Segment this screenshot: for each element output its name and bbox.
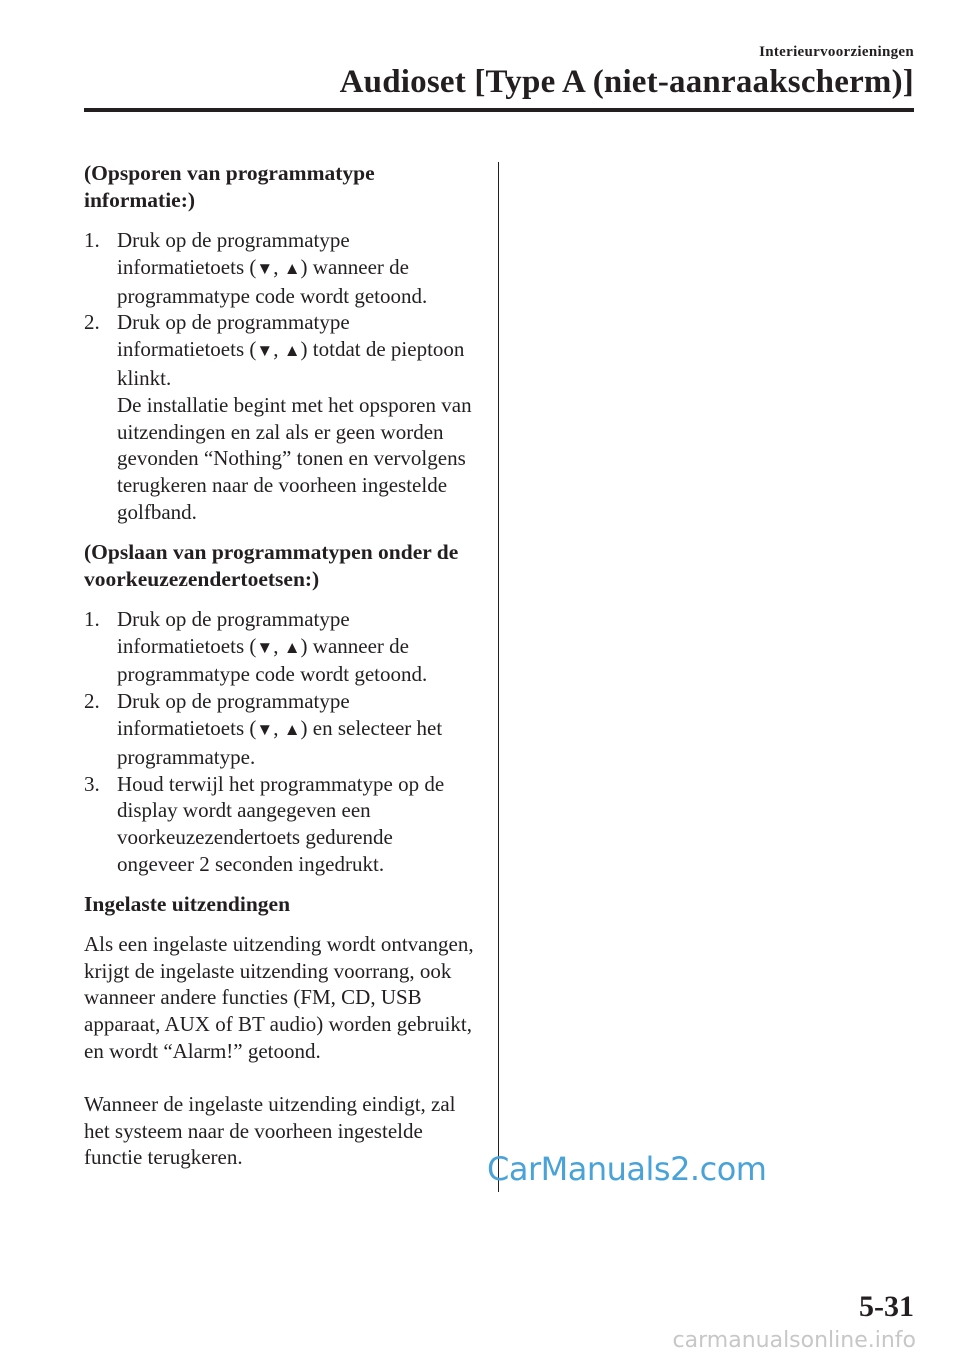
separator: ,	[273, 715, 284, 740]
arrow-down-icon: ▼	[256, 341, 274, 361]
list-item	[84, 309, 474, 525]
watermark: CarManuals2.com	[487, 1150, 767, 1188]
list-item	[84, 606, 474, 688]
list-item-text: ) en selecteer het programmatype.	[117, 715, 443, 769]
list-item-text: Druk op de programmatype informatietoets (	[117, 310, 350, 362]
list-item	[84, 771, 474, 878]
arrow-down-icon: ▼	[256, 258, 274, 278]
heading-opsporen: (Opsporen van programmatype informatie:)	[84, 161, 375, 212]
header-rule	[84, 108, 914, 112]
arrow-up-icon: ▲	[283, 637, 301, 657]
column-divider	[498, 162, 499, 1192]
list-item-text: Druk op de programmatype informatietoets (	[117, 606, 350, 658]
arrow-up-icon: ▲	[283, 341, 301, 361]
list-item-number: 2.	[84, 310, 100, 335]
list-item-text: Druk op de programmatype informatietoets (	[117, 228, 350, 279]
list-item-number: 3.	[84, 771, 100, 796]
list-item-text: ) wanneer de programmatype code wordt getoond.	[117, 254, 428, 308]
list-item	[84, 227, 474, 309]
separator: ,	[273, 254, 284, 279]
list-item-number: 2.	[84, 689, 100, 714]
footer-watermark: carmanualsonline.info	[672, 1328, 916, 1353]
list-opslaan	[84, 606, 474, 878]
list-item-number: 1.	[84, 606, 100, 631]
paragraph: Wanneer de ingelaste uitzending eindigt, zal het systeem naar de voorheen ingestelde functie terugkeren.	[84, 1091, 456, 1170]
heading-opslaan: (Opslaan van programmatypen onder de voorkeuzezendertoetsen:)	[84, 539, 459, 591]
arrow-up-icon: ▲	[283, 258, 301, 278]
header-title: Audioset [Type A (niet-aanraakscherm)]	[339, 64, 914, 100]
list-item-extra: De installatie begint met het opsporen van uitzendingen en zal als er geen worden gevonden “Nothing” tonen en vervolgens terugkeren naar de voorheen ingestelde golfband.	[117, 392, 472, 524]
page-number: 5-31	[859, 1290, 914, 1323]
heading-ingelaste: Ingelaste uitzendingen	[84, 891, 291, 916]
arrow-down-icon: ▼	[256, 719, 274, 739]
paragraph: Als een ingelaste uitzending wordt ontvangen, krijgt de ingelaste uitzending voorrang, ook wanneer andere functies (FM, CD, USB apparaat, AUX of BT audio) worden gebruikt, en wordt “Alarm!” getoond.	[84, 931, 474, 1063]
list-item-text: ) totdat de pieptoon klinkt.	[117, 337, 465, 390]
arrow-up-icon: ▲	[283, 719, 301, 739]
list-item-number: 1.	[84, 228, 100, 252]
arrow-down-icon: ▼	[256, 637, 274, 657]
separator: ,	[273, 337, 284, 362]
list-opsporen	[84, 227, 474, 526]
list-item-text: Druk op de programmatype informatietoets (	[117, 689, 350, 740]
left-column	[84, 160, 474, 1171]
separator: ,	[273, 633, 284, 658]
list-item	[84, 688, 474, 770]
list-item-text: ) wanneer de programmatype code wordt getoond.	[117, 633, 428, 687]
list-item-text: Houd terwijl het programmatype op de display wordt aangegeven een voorkeuzezendertoets gedurende ongeveer 2 seconden ingedrukt.	[117, 771, 445, 876]
header-section-label: Interieurvoorzieningen	[759, 44, 914, 60]
